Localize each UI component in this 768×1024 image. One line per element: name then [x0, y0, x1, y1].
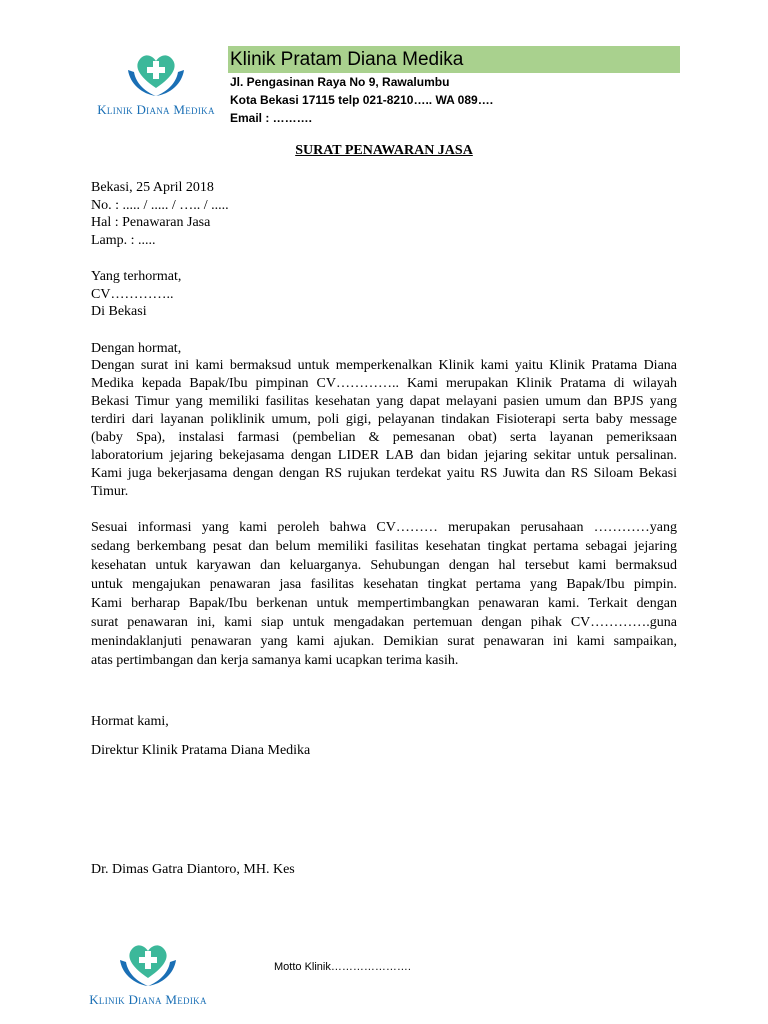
- paragraph-line: untuk mengajukan penawaran jasa fasilitas kesehatan tingkat pertama yang Bapak/Ibu pimpin.: [91, 577, 677, 592]
- paragraph-line: atas pertimbangan dan kerja samanya kami ucapkan terima kasih.: [91, 653, 459, 668]
- logo-text: Klinik Diana Medika: [97, 102, 215, 117]
- paragraph-line: (baby Spa), instalasi farmasi (pembelian & pemesanan obat) serta layanan pemeriksaan: [91, 430, 677, 445]
- paragraph-line: kesehatan untuk karyawan dan keluarganya. Sehubungan dengan hal tersebut kami bermaksud: [91, 558, 677, 573]
- closing: Hormat kami,: [91, 714, 169, 729]
- letter-title: SURAT PENAWARAN JASA: [295, 143, 473, 158]
- paragraph-line: menindaklanjuti penawaran yang kami ajukan. Demikian surat penawaran ini kami sampaikan,: [91, 634, 677, 649]
- paragraph-line: terdiri dari layanan poliklinik umum, poli gigi, pelayanan tindakan Fisioterapi serta baby message: [91, 412, 677, 427]
- paragraph-line: Dengan surat ini kami bermaksud untuk memperkenalkan Klinik kami yaitu Klinik Pratama Diana: [91, 358, 677, 373]
- letter-date: Bekasi, 25 April 2018: [91, 180, 214, 195]
- signer-title: Direktur Klinik Pratama Diana Medika: [91, 743, 311, 758]
- paragraph-line: Sesuai informasi yang kami peroleh bahwa CV……… merupakan perusahaan …………yang: [91, 520, 677, 535]
- heart-hands-icon: [116, 938, 180, 990]
- greeting: Dengan hormat,: [91, 341, 182, 356]
- paragraph-line: Kami berharap Bapak/Ibu berkenan untuk mempertimbangkan penawaran kami. Terkait dengan: [91, 596, 677, 611]
- footer-logo: [78, 938, 218, 1008]
- email-line: Email : ……….: [230, 111, 313, 125]
- recipient-salutation: Yang terhormat,: [91, 269, 182, 284]
- clinic-logo: [86, 48, 226, 118]
- letter-attachment: Lamp. : .....: [91, 233, 156, 248]
- letter-subject: Hal : Penawaran Jasa: [91, 215, 211, 230]
- paragraph-line: laboratorium jejaring bekejasama dengan LIDER LAB dan bidan jejaring sekitar untuk persalinan.: [91, 448, 677, 463]
- recipient-company: CV…………..: [91, 287, 174, 302]
- paragraph-line: Timur.: [91, 484, 129, 499]
- heart-hands-icon: [124, 48, 188, 100]
- recipient-city: Di Bekasi: [91, 304, 147, 319]
- paragraph-1: [91, 357, 677, 501]
- paragraph-line: Kami juga bekerjasama dengan dengan RS rujukan terdekat yaitu RS Juwita dan RS Siloam Bekasi: [91, 466, 677, 481]
- footer-logo-text: Klinik Diana Medika: [89, 992, 207, 1007]
- letter-number: No. : ..... / ..... / ….. / .....: [91, 198, 229, 213]
- address-line-1: Jl. Pengasinan Raya No 9, Rawalumbu: [230, 75, 450, 89]
- paragraph-line: Medika kepada Bapak/Ibu pimpinan CV………….. Kami merupakan Klinik Pratama di wilayah: [91, 376, 677, 391]
- clinic-name: Klinik Pratam Diana Medika: [230, 49, 464, 70]
- clinic-motto: Motto Klinik………………….: [274, 961, 411, 973]
- paragraph-line: sedang berkembang pesat dan belum memiliki fasilitas kesehatan tingkat pertama sebagai jejaring: [91, 539, 677, 554]
- signer-name: Dr. Dimas Gatra Diantoro, MH. Kes: [91, 862, 295, 877]
- paragraph-line: Bekasi Timur yang memiliki fasilitas kesehatan yang dapat melayani pasien umum dan BPJS yang: [91, 394, 677, 409]
- paragraph-2: [91, 518, 677, 670]
- paragraph-line: surat penawaran ini, kami siap untuk mengadakan pertemuan dengan pihak CV………….guna: [91, 615, 677, 630]
- address-line-2: Kota Bekasi 17115 telp 021-8210….. WA 089….: [230, 93, 494, 107]
